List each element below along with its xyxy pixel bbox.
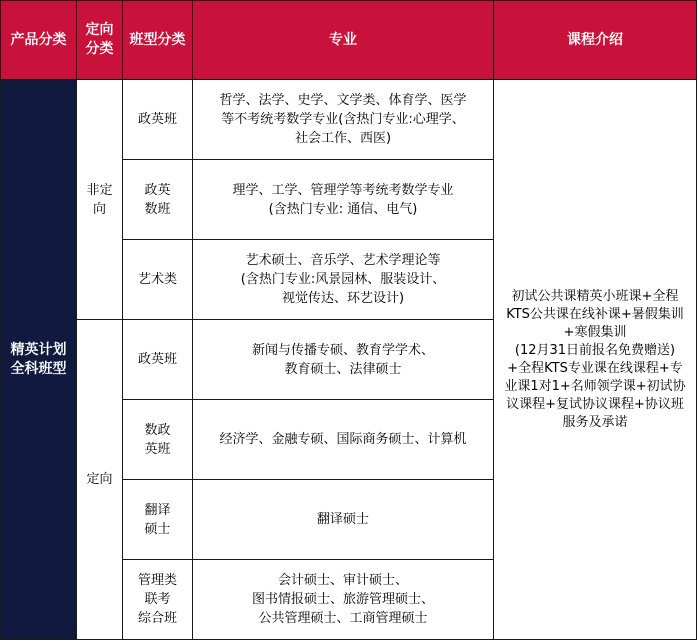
class-type-cell: 数政 英班 [123,400,193,480]
table-row [1,80,697,160]
course-intro-cell: 初试公共课精英小班课+全程 KTS公共课在线补课+暑假集训 +寒假集训 (12月31日前报名免费赠送) +全程KTS专业课在线课程+专 业课1对1+名师领学课+初试协 议课程+复试协议课程+协议班 服务及承诺 [494,80,697,640]
major-cell: 翻译硕士 [193,480,494,560]
class-type-cell: 政英班 [123,320,193,400]
header-major: 专业 [193,1,494,80]
header-row [1,1,697,80]
class-type-cell: 政英 数班 [123,160,193,240]
major-cell: 哲学、法学、史学、文学类、体育学、医学 等不考统考数学专业(含热门专业:心理学、 社会工作、西医) [193,80,494,160]
major-cell: 经济学、金融专硕、国际商务硕士、计算机 [193,400,494,480]
class-type-cell: 艺术类 [123,240,193,320]
direction-cell-directed: 定向 [77,320,123,640]
major-cell: 新闻与传播专硕、教育学学术、 教育硕士、法律硕士 [193,320,494,400]
major-cell: 艺术硕士、音乐学、艺术学理论等 (含热门专业:风景园林、服装设计、 视觉传达、环艺设计) [193,240,494,320]
class-type-cell: 管理类 联考 综合班 [123,560,193,640]
header-class-category: 班型分类 [123,1,193,80]
direction-cell-non-directed: 非定向 [77,80,123,320]
major-cell: 理学、工学、管理学等考统考数学专业 (含热门专业: 通信、电气) [193,160,494,240]
class-type-cell: 翻译 硕士 [123,480,193,560]
major-cell: 会计硕士、审计硕士、 图书情报硕士、旅游管理硕士、 公共管理硕士、工商管理硕士 [193,560,494,640]
header-direction-category: 定向 分类 [77,1,123,80]
header-course-intro: 课程介绍 [494,1,697,80]
header-product-category: 产品分类 [1,1,77,80]
class-type-cell: 政英班 [123,80,193,160]
product-name-cell: 精英计划 全科班型 [1,80,77,640]
